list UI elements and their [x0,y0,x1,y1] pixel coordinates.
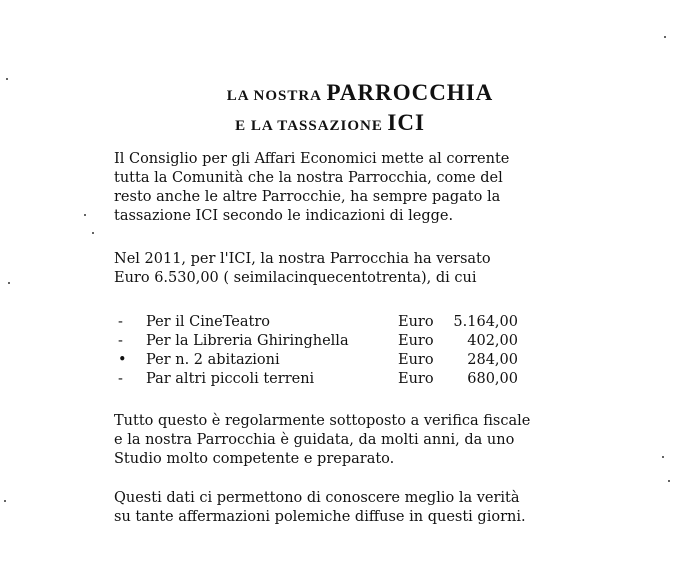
list-item [118,313,538,332]
title-prefix-1: LA NOSTRA [226,88,323,104]
payment-paragraph: Nel 2011, per l'ICI, la nostra Parrocchia ha versato Euro 6.530,00 ( seimilacinquecentotrenta), di cui [114,251,491,286]
payment-list [118,313,538,389]
item-amount: 680,00 [467,371,518,387]
item-currency: Euro [398,352,434,368]
verification-paragraph: Tutto questo è regolarmente sottoposto a verifica fiscale e la nostra Parrocchia è guidata, da molti anni, da uno Studio molto competente e preparato. [114,413,531,467]
list-item [118,351,538,370]
item-currency: Euro [398,314,434,330]
item-amount: 5.164,00 [453,314,518,330]
title-main-2: ICI [387,110,425,135]
item-amount: 402,00 [467,333,518,349]
title-main-1: PARROCCHIA [326,80,494,105]
list-item [118,332,538,351]
scan-speck [6,78,8,80]
list-item [118,370,538,389]
scan-speck [84,214,86,216]
item-label: Per la Libreria Ghiringhella [146,333,349,349]
title-line-1 [10,80,700,106]
item-currency: Euro [398,333,434,349]
intro-paragraph: Il Consiglio per gli Affari Economici mette al corrente tutta la Comunità che la nostra Parrocchia, come del resto anche le altre Parrocchie, ha sempre pagato la tassazione ICI secondo le indicazioni di legge. [114,151,510,224]
item-currency: Euro [398,371,434,387]
scan-speck [668,480,670,482]
item-label: Per n. 2 abitazioni [146,352,280,368]
title-prefix-2: E LA TASSAZIONE [235,118,383,134]
item-label: Per il CineTeatro [146,314,271,330]
scan-speck [662,456,664,458]
bullet: • [118,352,127,368]
bullet: - [118,371,123,387]
item-amount: 284,00 [467,352,518,368]
scan-speck [92,232,94,234]
title-line-2 [0,110,680,136]
item-label: Par altri piccoli terreni [146,371,315,387]
bullet: - [118,314,123,330]
bullet: - [118,333,123,349]
scan-speck [664,36,666,38]
closing-paragraph: Questi dati ci permettono di conoscere meglio la verità su tante affermazioni polemiche diffuse in questi giorni. [114,490,526,525]
scan-speck [4,500,6,502]
scan-speck [8,282,10,284]
